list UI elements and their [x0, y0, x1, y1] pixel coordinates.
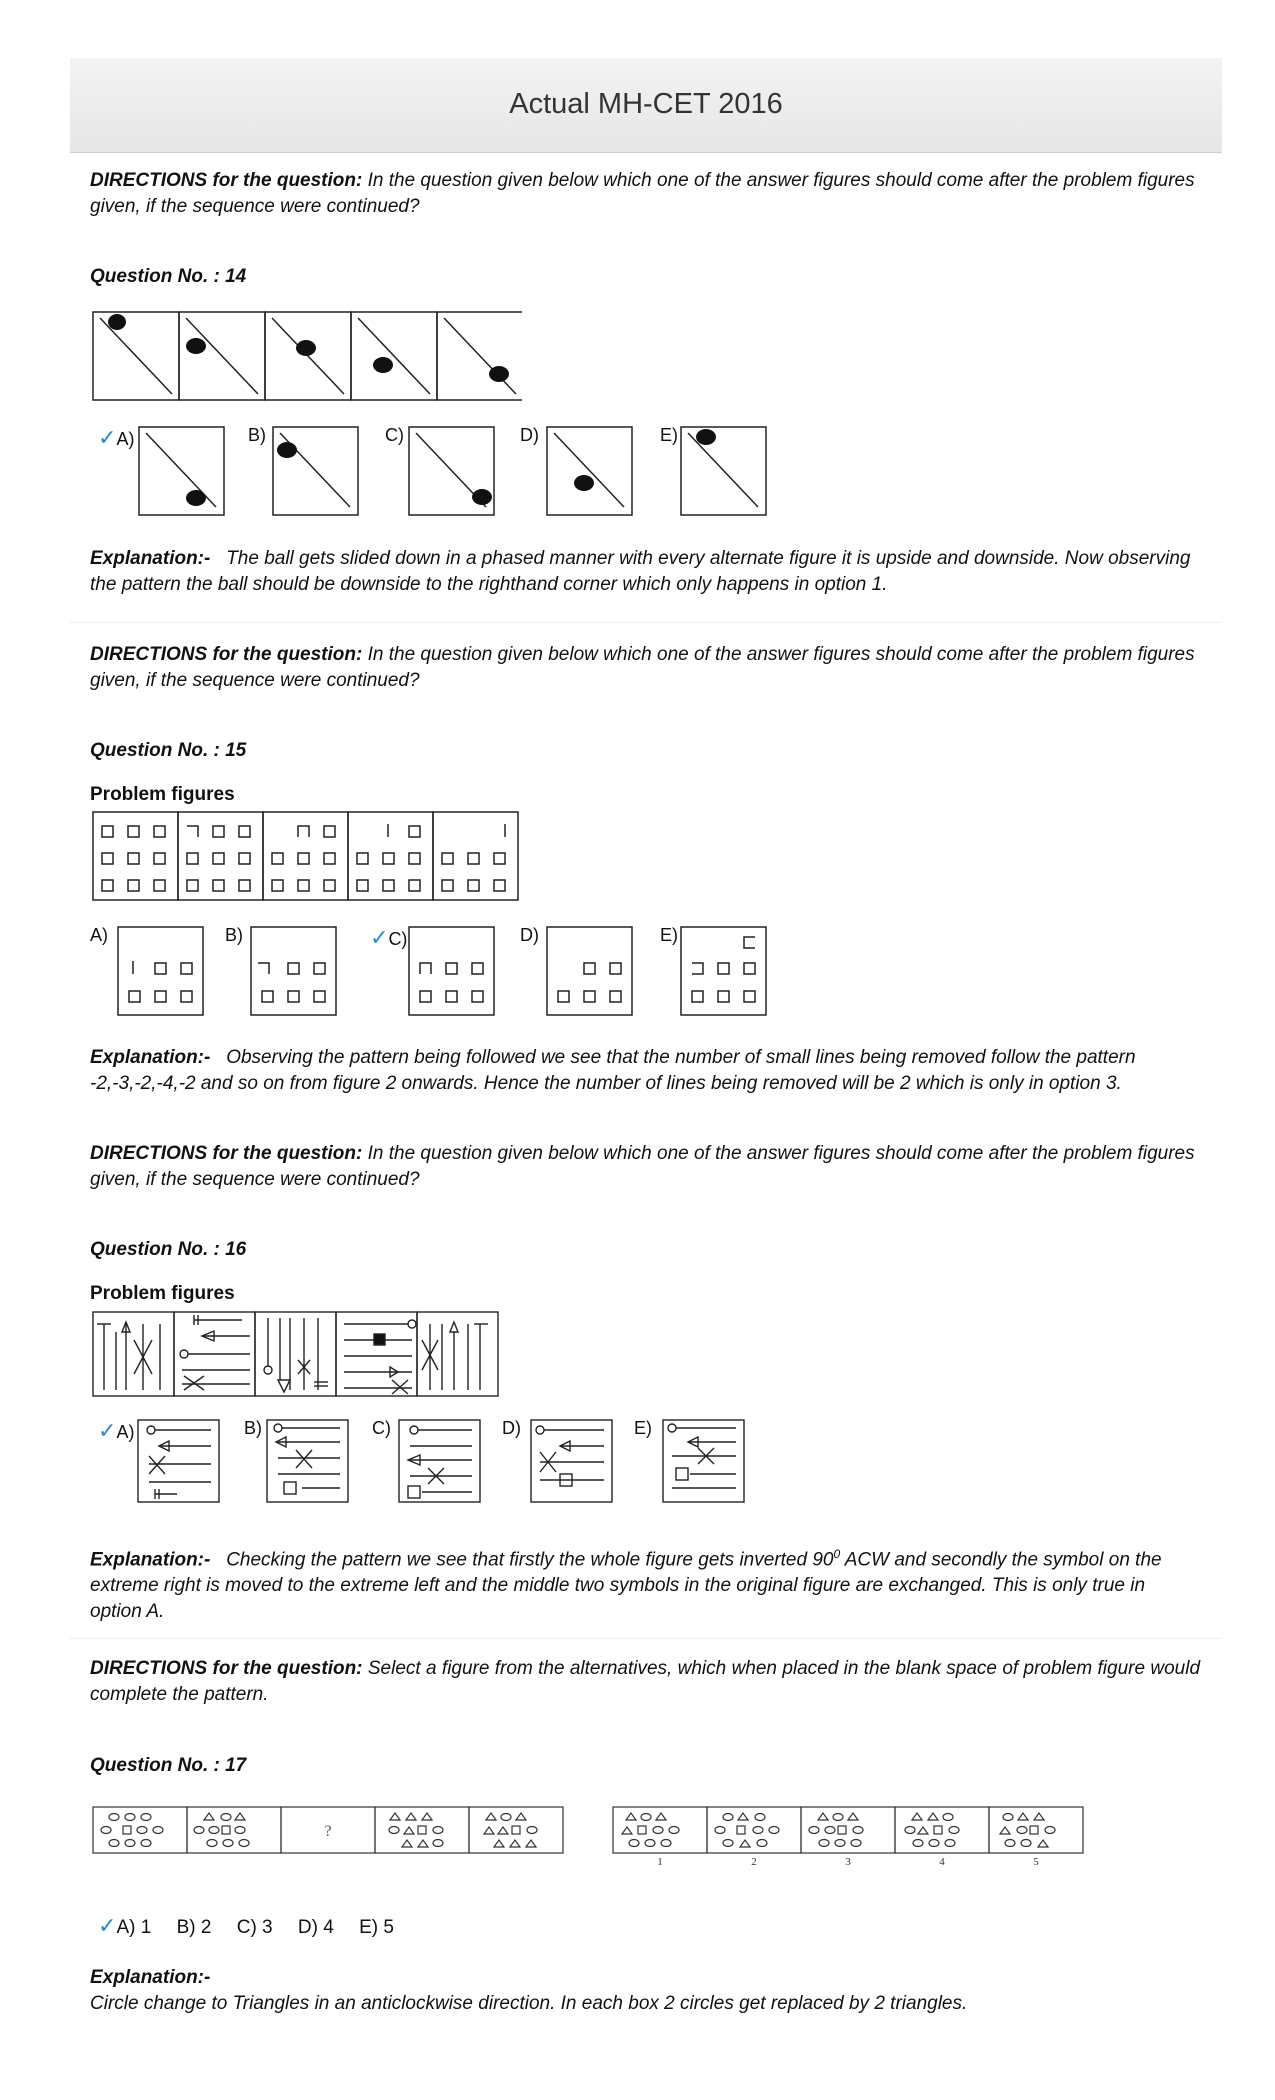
page-title: Actual MH-CET 2016: [509, 88, 783, 120]
q16-option-a[interactable]: ✓A): [98, 1418, 135, 1443]
correct-check-icon: ✓: [98, 1913, 117, 1938]
answer-figure-number: 4: [939, 1856, 945, 1867]
q17-options: [98, 1913, 414, 1939]
q14-option-a[interactable]: ✓A): [98, 425, 135, 450]
q15-option-d[interactable]: D): [520, 925, 539, 945]
q17-option-b[interactable]: B) 2: [176, 1917, 212, 1938]
q16-number: Question No. : 16: [90, 1239, 247, 1260]
q15-number: Question No. : 15: [90, 740, 247, 761]
q14-answer-d: [546, 425, 634, 517]
directions-label: DIRECTIONS for the question:: [90, 170, 363, 191]
explanation-text: The ball gets slided down in a phased manner with every alternate figure it is upside and downside. Now observing the pattern the ball should be downside to the righthand corner which only happens in option 1.: [90, 548, 1191, 595]
directions-text: In the question given below which one of the answer figures should come after the problem figures given, if the sequence were continued?: [90, 170, 1195, 217]
q17-number: Question No. : 17: [90, 1755, 247, 1776]
q14-option-b[interactable]: B): [248, 425, 266, 445]
q17-option-c[interactable]: C) 3: [236, 1917, 273, 1938]
q14-answer-a: [138, 425, 226, 517]
q15-option-b[interactable]: B): [225, 925, 243, 945]
answer-figure-number: 2: [751, 1856, 757, 1867]
q15-answer-a: [117, 925, 205, 1017]
q15-problem-figures-label: Problem figures: [90, 784, 235, 805]
q15-problem-figures: [92, 810, 522, 902]
q17-option-e[interactable]: E) 5: [359, 1917, 394, 1938]
q15-answer-b: [250, 925, 338, 1017]
divider: [70, 1638, 1222, 1639]
blank-question-mark: ?: [324, 1823, 332, 1840]
directions-label: DIRECTIONS for the question:: [90, 1658, 363, 1679]
q15-answer-c: [408, 925, 496, 1017]
q16-answer-b: [266, 1418, 350, 1504]
correct-check-icon: ✓: [98, 1418, 117, 1443]
correct-check-icon: ✓: [98, 425, 117, 450]
q16-directions: [90, 1141, 1200, 1193]
q16-answer-d: [530, 1418, 614, 1504]
q15-directions: [90, 642, 1200, 694]
q15-option-c[interactable]: ✓C): [370, 925, 408, 950]
q17-directions: [90, 1656, 1200, 1708]
explanation-text: Observing the pattern being followed we see that the number of small lines being removed follow the pattern -2,-3,-2,-4,-2 and so on from figure 2 onwards. Hence the number of lines being removed will be 2 which is only in option 3.: [90, 1047, 1136, 1094]
q16-option-e[interactable]: E): [634, 1418, 652, 1438]
explanation-text-post: ACW and secondly the symbol on the extreme right is moved to the extreme left and the middle two symbols in the original figure are exchanged. This is only true in option A.: [90, 1549, 1162, 1623]
explanation-label: Explanation:-: [90, 548, 211, 569]
q16-problem-figures-label: Problem figures: [90, 1283, 235, 1304]
q14-option-d[interactable]: D): [520, 425, 539, 445]
q16-answer-c: [398, 1418, 482, 1504]
q14-option-c[interactable]: C): [385, 425, 404, 445]
explanation-label: Explanation:-: [90, 1047, 211, 1068]
q17-option-a[interactable]: ✓A) 1: [98, 1913, 152, 1938]
directions-label: DIRECTIONS for the question:: [90, 1143, 363, 1164]
directions-text: In the question given below which one of the answer figures should come after the problem figures given, if the sequence were continued?: [90, 1143, 1195, 1190]
q15-option-a[interactable]: A): [90, 925, 108, 945]
q14-directions: [90, 168, 1200, 220]
q15-answer-e: [680, 925, 768, 1017]
q16-answer-e: [662, 1418, 746, 1504]
q14-number: Question No. : 14: [90, 266, 247, 287]
q17-answer-figures: [612, 1805, 1086, 1867]
explanation-text: Circle change to Triangles in an anticlockwise direction. In each box 2 circles get replaced by 2 triangles.: [90, 1993, 968, 2014]
correct-check-icon: ✓: [370, 925, 389, 950]
answer-figure-number: 3: [845, 1856, 851, 1867]
q14-answer-c: [408, 425, 496, 517]
q16-option-d[interactable]: D): [502, 1418, 521, 1438]
directions-label: DIRECTIONS for the question:: [90, 644, 363, 665]
page-header: [70, 58, 1222, 153]
directions-text: Select a figure from the alternatives, which when placed in the blank space of problem figure would complete the pattern.: [90, 1658, 1201, 1705]
answer-figure-number: 5: [1033, 1856, 1039, 1867]
q14-answer-e: [680, 425, 768, 517]
explanation-label: Explanation:-: [90, 1967, 211, 1988]
q16-answer-a: [137, 1418, 221, 1504]
degree-superscript: 0: [833, 1547, 841, 1561]
directions-text: In the question given below which one of the answer figures should come after the problem figures given, if the sequence were continued?: [90, 644, 1195, 691]
answer-figure-number: 1: [657, 1856, 663, 1867]
q14-answer-b: [272, 425, 360, 517]
q16-explanation: [90, 1541, 1200, 1625]
divider: [70, 622, 1222, 623]
q17-option-d[interactable]: D) 4: [297, 1917, 334, 1938]
q14-option-e[interactable]: E): [660, 425, 678, 445]
q14-explanation: [90, 546, 1200, 598]
q16-option-c[interactable]: C): [372, 1418, 391, 1438]
q17-problem-figures: [92, 1805, 564, 1855]
q17-explanation: [90, 1965, 1200, 2017]
q15-answer-d: [546, 925, 634, 1017]
q15-option-e[interactable]: E): [660, 925, 678, 945]
q15-explanation: [90, 1045, 1200, 1097]
explanation-label: Explanation:-: [90, 1549, 211, 1571]
explanation-text-pre: Checking the pattern we see that firstly the whole figure gets inverted 90: [226, 1549, 834, 1571]
q16-problem-figures: [92, 1310, 502, 1398]
q14-problem-figures: [92, 310, 522, 402]
q16-option-b[interactable]: B): [244, 1418, 262, 1438]
